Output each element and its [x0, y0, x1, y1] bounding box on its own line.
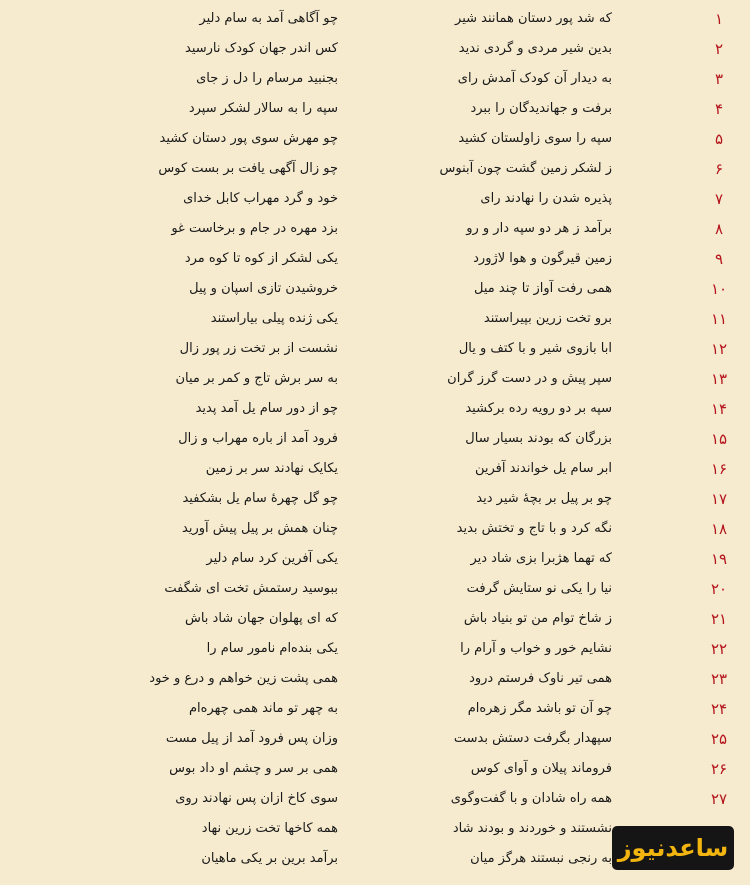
first-hemistich: خود و گرد مهراب کابل خدای: [183, 191, 338, 206]
first-hemistich: همی پشت زین خواهم و درع و خود: [149, 671, 338, 686]
second-hemistich: نگه کرد و با تاج و تختش بدید: [456, 521, 612, 536]
second-hemistich: چو بر پیل بر بچهٔ شیر دید: [476, 491, 612, 506]
first-hemistich: برآمد برین بر یکی ماهیان: [201, 851, 338, 866]
verse-number: ۷: [714, 190, 724, 208]
verse-number: ۱۱: [710, 310, 728, 328]
second-hemistich: نیا را یکی نو ستایش گرفت: [466, 581, 612, 596]
second-hemistich: سپه را سوی زاولستان کشید: [458, 131, 612, 146]
verse-row: [0, 667, 750, 697]
verse-row: [0, 217, 750, 247]
verse-row: [0, 7, 750, 37]
first-hemistich: سوی کاخ ازان پس نهادند روی: [175, 791, 338, 806]
first-hemistich: چو از دور سام یل آمد پدید: [195, 401, 338, 416]
first-hemistich: به چهر تو ماند همی چهره‌ام: [188, 701, 338, 716]
verse-row: [0, 457, 750, 487]
verse-number: ۲۵: [710, 730, 728, 748]
second-hemistich: که تهما هژبرا بزی شاد دیر: [470, 551, 612, 566]
second-hemistich: چو آن تو باشد مگر زهره‌ام: [467, 701, 612, 716]
verse-row: [0, 577, 750, 607]
second-hemistich: برفت و جهاندیدگان را ببرد: [470, 101, 612, 116]
verse-number: ۱۳: [710, 370, 728, 388]
second-hemistich: همه راه شادان و با گفت‌وگوی: [450, 791, 612, 806]
second-hemistich: همی تیر ناوک فرستم درود: [469, 671, 612, 686]
first-hemistich: وزان پس فرود آمد از پیل مست: [165, 731, 338, 746]
verse-row: [0, 547, 750, 577]
second-hemistich: سپه بر دو رویه رده برکشید: [465, 401, 612, 416]
second-hemistich: به دیدار آن کودک آمدش رای: [457, 71, 612, 86]
second-hemistich: که شد پور دستان همانند شیر: [455, 11, 612, 26]
verse-number: ۱: [714, 10, 724, 28]
verse-row: [0, 697, 750, 727]
verse-number: ۶: [714, 160, 724, 178]
second-hemistich: بدین شیر مردی و گردی ندید: [458, 41, 612, 56]
verse-row: [0, 307, 750, 337]
second-hemistich: ز لشکر زمین گشت چون آبنوس: [439, 161, 612, 176]
verse-number: ۲۲: [710, 640, 728, 658]
verse-row: [0, 427, 750, 457]
second-hemistich: فروماند پیلان و آوای کوس: [470, 761, 612, 776]
first-hemistich: کس اندر جهان کودک نارسید: [185, 41, 338, 56]
first-hemistich: چنان همش بر پیل پیش آورید: [182, 521, 338, 536]
verse-row: [0, 247, 750, 277]
verse-number: ۲۴: [710, 700, 728, 718]
verse-number: ۲۱: [710, 610, 728, 628]
verse-number: ۱۷: [710, 490, 728, 508]
first-hemistich: سپه را به سالار لشکر سپرد: [188, 101, 338, 116]
verse-row: [0, 727, 750, 757]
verse-row: [0, 787, 750, 817]
verse-number: ۲۰: [710, 580, 728, 598]
first-hemistich: چو مهرش سوی پور دستان کشید: [159, 131, 338, 146]
first-hemistich: چو آگاهی آمد به سام دلیر: [199, 11, 338, 26]
first-hemistich: چو زال آگهی یافت بر بست کوس: [158, 161, 338, 176]
first-hemistich: بزد مهره در جام و برخاست غو: [171, 221, 338, 236]
verse-row: [0, 487, 750, 517]
first-hemistich: همی بر سر و چشم او داد بوس: [169, 761, 338, 776]
first-hemistich: خروشیدن تازی اسپان و پیل: [189, 281, 338, 296]
verse-number: ۲۳: [710, 670, 728, 688]
verse-row: [0, 607, 750, 637]
verse-row: [0, 127, 750, 157]
first-hemistich: فرود آمد از باره مهراب و زال: [178, 431, 338, 446]
second-hemistich: همی رفت آواز تا چند میل: [474, 281, 612, 296]
verse-number: ۱۴: [710, 400, 728, 418]
verse-number: ۹: [714, 250, 724, 268]
second-hemistich: ز شاخ توام من تو بنیاد باش: [463, 611, 612, 626]
verse-row: [0, 517, 750, 547]
second-hemistich: نشستند و خوردند و بودند شاد: [452, 821, 612, 836]
second-hemistich: سپهدار بگرفت دستش بدست: [453, 731, 612, 746]
first-hemistich: نشست از بر تخت زر پور زال: [179, 341, 338, 356]
verse-row: [0, 37, 750, 67]
watermark-logo: [612, 826, 734, 870]
first-hemistich: یکی آفرین کرد سام دلیر: [206, 551, 338, 566]
second-hemistich: زمین قیرگون و هوا لاژورد: [473, 251, 612, 266]
second-hemistich: برو تخت زرین بپیراستند: [483, 311, 612, 326]
verse-row: [0, 97, 750, 127]
verse-number: ۲: [714, 40, 724, 58]
second-hemistich: ابر سام یل خواندند آفرین: [474, 461, 612, 476]
verse-number: ۳: [714, 70, 724, 88]
first-hemistich: همه کاخها تخت زرین نهاد: [201, 821, 338, 836]
first-hemistich: یکایک نهادند سر بر زمین: [205, 461, 338, 476]
verse-row: [0, 337, 750, 367]
first-hemistich: یکی ژنده پیلی بیاراستند: [210, 311, 338, 326]
verse-row: [0, 277, 750, 307]
second-hemistich: سپر پیش و در دست گرز گران: [447, 371, 612, 386]
watermark-text: ساعدنیوز: [617, 834, 729, 862]
second-hemistich: به رنجی نبستند هرگز میان: [470, 851, 612, 866]
second-hemistich: بزرگان که بودند بسیار سال: [465, 431, 612, 446]
first-hemistich: چو گل چهرهٔ سام یل بشکفید: [182, 491, 338, 506]
verse-row: [0, 637, 750, 667]
verse-number: ۵: [714, 130, 724, 148]
verse-number: ۱۶: [710, 460, 728, 478]
verse-row: [0, 367, 750, 397]
verse-row: [0, 187, 750, 217]
first-hemistich: یکی لشکر از کوه تا کوه مرد: [184, 251, 338, 266]
first-hemistich: که ای پهلوان جهان شاد باش: [184, 611, 338, 626]
verse-row: [0, 397, 750, 427]
first-hemistich: به سر برش تاج و کمر بر میان: [175, 371, 338, 386]
verse-number: ۱۸: [710, 520, 728, 538]
verse-number: ۲۶: [710, 760, 728, 778]
first-hemistich: بجنبید مرسام را دل ز جای: [196, 71, 338, 86]
verse-row: [0, 157, 750, 187]
verse-number: ۸: [714, 220, 724, 238]
second-hemistich: ابا بازوی شیر و با کتف و یال: [458, 341, 612, 356]
second-hemistich: پذیره شدن را نهادند رای: [480, 191, 612, 206]
second-hemistich: برآمد ز هر دو سپه دار و رو: [466, 221, 612, 236]
first-hemistich: ببوسید رستمش تخت ای شگفت: [164, 581, 338, 596]
verse-row: [0, 757, 750, 787]
verse-number: ۲۷: [710, 790, 728, 808]
verse-number: ۱۰: [710, 280, 728, 298]
second-hemistich: نشایم خور و خواب و آرام را: [460, 641, 612, 656]
verse-number: ۱۹: [710, 550, 728, 568]
verse-number: ۱۲: [710, 340, 728, 358]
verse-row: [0, 67, 750, 97]
verse-number: ۱۵: [710, 430, 728, 448]
first-hemistich: یکی بنده‌ام نامور سام را: [206, 641, 338, 656]
verse-number: ۴: [714, 100, 724, 118]
